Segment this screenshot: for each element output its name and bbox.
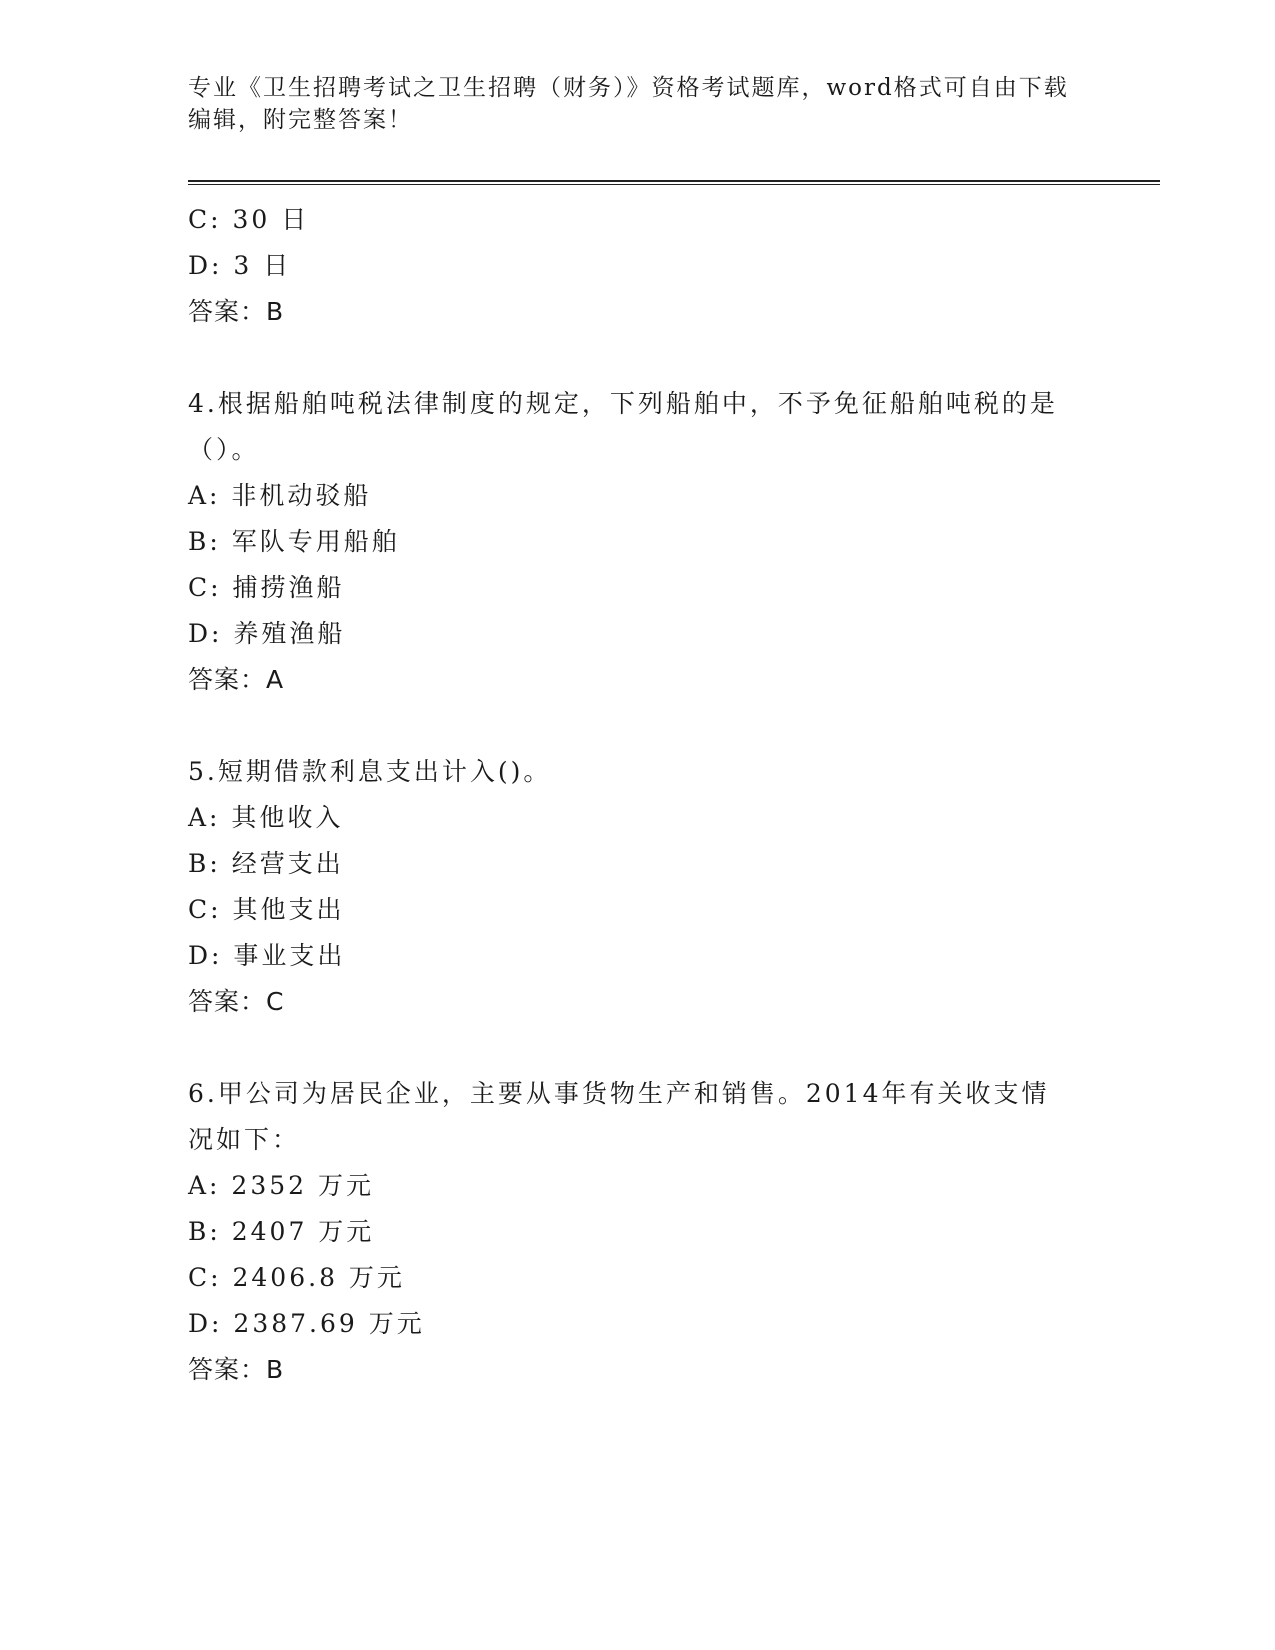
option-d: D: 事业支出 <box>188 941 346 970</box>
question-text: 6.甲公司为居民企业，主要从事货物生产和销售。2014年有关收支情况如下： <box>188 1079 1050 1154</box>
option-d: D: 2387.69 万元 <box>188 1309 425 1338</box>
answer: 答案：B <box>188 297 285 326</box>
spacer <box>188 1025 1160 1071</box>
answer: 答案：B <box>188 1355 285 1384</box>
header-divider <box>188 180 1160 185</box>
option-b: B: 经营支出 <box>188 849 344 878</box>
answer: 答案：A <box>188 665 285 694</box>
answer: 答案：C <box>188 987 285 1016</box>
option-d: D: 养殖渔船 <box>188 619 346 648</box>
question-5 <box>188 749 1160 1025</box>
question-3-tail <box>188 197 1160 335</box>
option-b: B: 2407 万元 <box>188 1217 375 1246</box>
option-a: A: 其他收入 <box>188 803 344 832</box>
option-c: C: 30 日 <box>188 205 310 234</box>
document-page <box>188 72 1160 1393</box>
spacer <box>188 703 1160 749</box>
option-c: C: 捕捞渔船 <box>188 573 345 602</box>
option-c: C: 其他支出 <box>188 895 345 924</box>
question-text: 4.根据船舶吨税法律制度的规定，下列船舶中，不予免征船舶吨税的是（）。 <box>188 389 1058 464</box>
question-6 <box>188 1071 1160 1393</box>
question-4 <box>188 381 1160 703</box>
option-a: A: 非机动驳船 <box>188 481 372 510</box>
document-header: 专业《卫生招聘考试之卫生招聘（财务）》资格考试题库，word格式可自由下载编辑，附完整答案！ <box>188 75 1069 133</box>
option-d: D: 3 日 <box>188 251 292 280</box>
question-text: 5.短期借款利息支出计入()。 <box>188 757 552 786</box>
option-b: B: 军队专用船舶 <box>188 527 400 556</box>
option-a: A: 2352 万元 <box>188 1171 374 1200</box>
spacer <box>188 335 1160 381</box>
option-c: C: 2406.8 万元 <box>188 1263 405 1292</box>
question-list <box>188 197 1160 1393</box>
